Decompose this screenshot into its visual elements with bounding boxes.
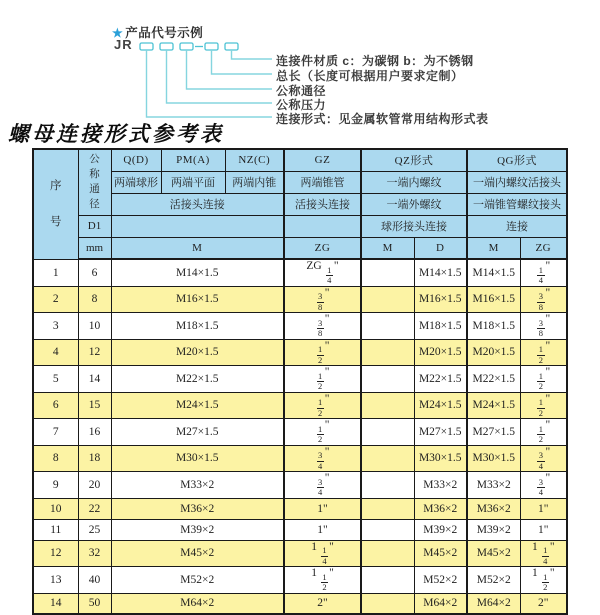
nut-connection-table [32,148,568,615]
table-body [33,259,567,614]
table-row [33,498,567,519]
cell-diameter-mm: 12 [78,339,111,366]
cell-qz-d: M18×1.5 [414,313,467,340]
header-empty-m [111,215,284,237]
header-desc-pma: 两端平面 [161,171,225,193]
cell-qz-m [361,286,414,313]
table-header [33,149,567,259]
cell-serial: 14 [33,593,78,614]
header-unit-m: M [111,237,284,259]
cell-qg-zg: $\frac{1}{2}$ " [520,392,567,419]
cell-serial: 6 [33,392,78,419]
table-title: 螺母连接形式参考表 [8,121,224,146]
cell-m-thread: M39×2 [111,519,284,540]
cell-qz-d: M16×1.5 [414,286,467,313]
cell-qg-zg: $\frac{3}{8}$ " [520,286,567,313]
cell-m-thread: M16×1.5 [111,286,284,313]
cell-qz-d: M20×1.5 [414,339,467,366]
cell-m-thread: M18×1.5 [111,313,284,340]
header-d1: D1 [78,215,111,237]
cell-diameter-mm: 22 [78,498,111,519]
header-unit-qg-m: M [467,237,520,259]
cell-qg-m: M16×1.5 [467,286,520,313]
cell-diameter-mm: 15 [78,392,111,419]
table-row [33,445,567,472]
cell-qg-zg: 2" [520,593,567,614]
legend-material: 连接件材质 c：为碳钢 b：为不锈钢 [276,54,474,68]
header-code-qd: Q(D) [111,149,161,171]
cell-gz-thread: $\frac{1}{2}$ " [284,366,361,393]
cell-qg-m: M30×1.5 [467,445,520,472]
cell-qg-m: M52×2 [467,567,520,594]
cell-gz-thread: 1" [284,498,361,519]
header-qz-row2: 一端外螺纹 [361,193,467,215]
cell-qg-m: M64×2 [467,593,520,614]
table-row [33,593,567,614]
header-qg-row3: 连接 [467,215,567,237]
cell-qz-m [361,567,414,594]
cell-gz-thread: $\frac{1}{2}$ " [284,419,361,446]
cell-m-thread: M64×2 [111,593,284,614]
cell-qg-zg: $\frac{3}{8}$ " [520,313,567,340]
header-union-connection: 活接头连接 [111,193,284,215]
cell-qg-zg: $\frac{3}{4}$ " [520,445,567,472]
header-unit-qz-m: M [361,237,414,259]
cell-qz-m [361,498,414,519]
header-nominal-diameter: 公称通径 [78,149,111,215]
table-row [33,259,567,286]
cell-m-thread: M30×1.5 [111,445,284,472]
cell-diameter-mm: 14 [78,366,111,393]
cell-qz-m [361,593,414,614]
cell-qg-m: M27×1.5 [467,419,520,446]
cell-m-thread: M27×1.5 [111,419,284,446]
table-row [33,392,567,419]
cell-qz-d: M33×2 [414,472,467,499]
cell-diameter-mm: 8 [78,286,111,313]
header-qz-row3: 球形接头连接 [361,215,467,237]
cell-qz-m [361,472,414,499]
cell-qz-m [361,313,414,340]
header-desc-nzc: 两端内锥 [225,171,284,193]
header-unit-zg: ZG [284,237,361,259]
table-row [33,540,567,567]
header-unit-mm: mm [78,237,111,259]
header-qg-row1: 一端内螺纹活接头 [467,171,567,193]
cell-diameter-mm: 16 [78,419,111,446]
code-prefix: JR [114,37,133,52]
cell-serial: 3 [33,313,78,340]
cell-qz-m [361,339,414,366]
cell-m-thread: M52×2 [111,567,284,594]
legend-nominal-diameter: 公称通径 [276,84,327,98]
cell-qg-zg: 1" [520,498,567,519]
header-desc-gz: 两端锥管 [284,171,361,193]
table-row [33,286,567,313]
cell-qz-d: M22×1.5 [414,366,467,393]
cell-qg-m: M20×1.5 [467,339,520,366]
cell-gz-thread: $\frac{3}{4}$ " [284,472,361,499]
cell-qz-d: M27×1.5 [414,419,467,446]
cell-qg-m: M18×1.5 [467,313,520,340]
code-box [180,43,193,50]
cell-qz-m [361,366,414,393]
legend-connection-form: 连接形式：见金属软管常用结构形式表 [276,112,489,126]
cell-gz-thread: $\frac{3}{4}$ " [284,445,361,472]
cell-diameter-mm: 25 [78,519,111,540]
cell-m-thread: M24×1.5 [111,392,284,419]
cell-qz-d: M36×2 [414,498,467,519]
cell-qg-zg: $\frac{3}{4}$ " [520,472,567,499]
cell-m-thread: M22×1.5 [111,366,284,393]
cell-qg-zg: $\frac{1}{4}$ " [520,259,567,286]
cell-qz-d: M39×2 [414,519,467,540]
cell-qg-m: M22×1.5 [467,366,520,393]
cell-qz-m [361,392,414,419]
cell-qg-zg: 1 $\frac{1}{4}$ " [520,540,567,567]
cell-qg-zg: $\frac{1}{2}$ " [520,366,567,393]
table-row [33,366,567,393]
cell-qz-m [361,259,414,286]
cell-m-thread: M33×2 [111,472,284,499]
header-code-gz: GZ [284,149,361,171]
cell-gz-thread: 2" [284,593,361,614]
header-qg-row2: 一端锥管螺纹接头 [467,193,567,215]
header-code-qg: QG形式 [467,149,567,171]
cell-qg-zg: 1 $\frac{1}{2}$ " [520,567,567,594]
header-code-qz: QZ形式 [361,149,467,171]
code-box [225,43,238,50]
cell-qg-m: M14×1.5 [467,259,520,286]
header-qz-row1: 一端内螺纹 [361,171,467,193]
cell-qz-d: M30×1.5 [414,445,467,472]
cell-serial: 9 [33,472,78,499]
cell-diameter-mm: 40 [78,567,111,594]
cell-m-thread: M36×2 [111,498,284,519]
cell-serial: 2 [33,286,78,313]
cell-qg-zg: $\frac{1}{2}$ " [520,419,567,446]
cell-qz-m [361,445,414,472]
header-serial: 序号 [33,149,78,259]
cell-diameter-mm: 20 [78,472,111,499]
header-gz-connection: 活接头连接 [284,193,361,215]
cell-qg-m: M39×2 [467,519,520,540]
cell-gz-thread: 1 $\frac{1}{2}$ " [284,567,361,594]
cell-serial: 4 [33,339,78,366]
cell-m-thread: M14×1.5 [111,259,284,286]
cell-qz-d: M52×2 [414,567,467,594]
cell-serial: 7 [33,419,78,446]
code-box [160,43,173,50]
cell-gz-thread: 1 $\frac{1}{4}$ " [284,540,361,567]
connector-lines [147,50,273,117]
cell-qz-m [361,540,414,567]
header-desc-qd: 两端球形 [111,171,161,193]
code-boxes [140,43,238,50]
header-code-pma: PM(A) [161,149,225,171]
cell-gz-thread: ZG $\frac{1}{4}$ " [284,259,361,286]
cell-gz-thread: $\frac{3}{8}$ " [284,313,361,340]
cell-qg-zg: $\frac{1}{2}$ " [520,339,567,366]
cell-gz-thread: $\frac{1}{2}$ " [284,392,361,419]
cell-m-thread: M45×2 [111,540,284,567]
cell-diameter-mm: 32 [78,540,111,567]
cell-qg-m: M33×2 [467,472,520,499]
code-box [205,43,218,50]
table-row [33,339,567,366]
header-code-nzc: NZ(C) [225,149,284,171]
cell-qz-d: M14×1.5 [414,259,467,286]
cell-m-thread: M20×1.5 [111,339,284,366]
cell-serial: 11 [33,519,78,540]
cell-qg-m: M45×2 [467,540,520,567]
cell-diameter-mm: 10 [78,313,111,340]
cell-serial: 5 [33,366,78,393]
cell-serial: 13 [33,567,78,594]
cell-qg-m: M24×1.5 [467,392,520,419]
cell-qz-d: M24×1.5 [414,392,467,419]
header-unit-qz-d: D [414,237,467,259]
table-row [33,472,567,499]
star-icon: ★ [112,26,124,40]
code-box [140,43,153,50]
cell-serial: 1 [33,259,78,286]
legend-total-length: 总长（长度可根据用户要求定制） [276,69,464,83]
table-row [33,519,567,540]
product-code-heading-text: 产品代号示例 [125,26,204,40]
legend-nominal-pressure: 公称压力 [276,98,327,112]
cell-serial: 12 [33,540,78,567]
cell-gz-thread: $\frac{1}{2}$ " [284,339,361,366]
cell-diameter-mm: 6 [78,259,111,286]
cell-qg-m: M36×2 [467,498,520,519]
header-unit-qg-zg: ZG [520,237,567,259]
cell-serial: 8 [33,445,78,472]
cell-serial: 10 [33,498,78,519]
cell-qz-m [361,519,414,540]
table-row [33,313,567,340]
cell-qg-zg: 1" [520,519,567,540]
header-empty-gz [284,215,361,237]
cell-diameter-mm: 50 [78,593,111,614]
table-row [33,567,567,594]
cell-qz-d: M45×2 [414,540,467,567]
cell-qz-d: M64×2 [414,593,467,614]
cell-gz-thread: 1" [284,519,361,540]
cell-gz-thread: $\frac{3}{8}$ " [284,286,361,313]
cell-qz-m [361,419,414,446]
cell-diameter-mm: 18 [78,445,111,472]
table-row [33,419,567,446]
